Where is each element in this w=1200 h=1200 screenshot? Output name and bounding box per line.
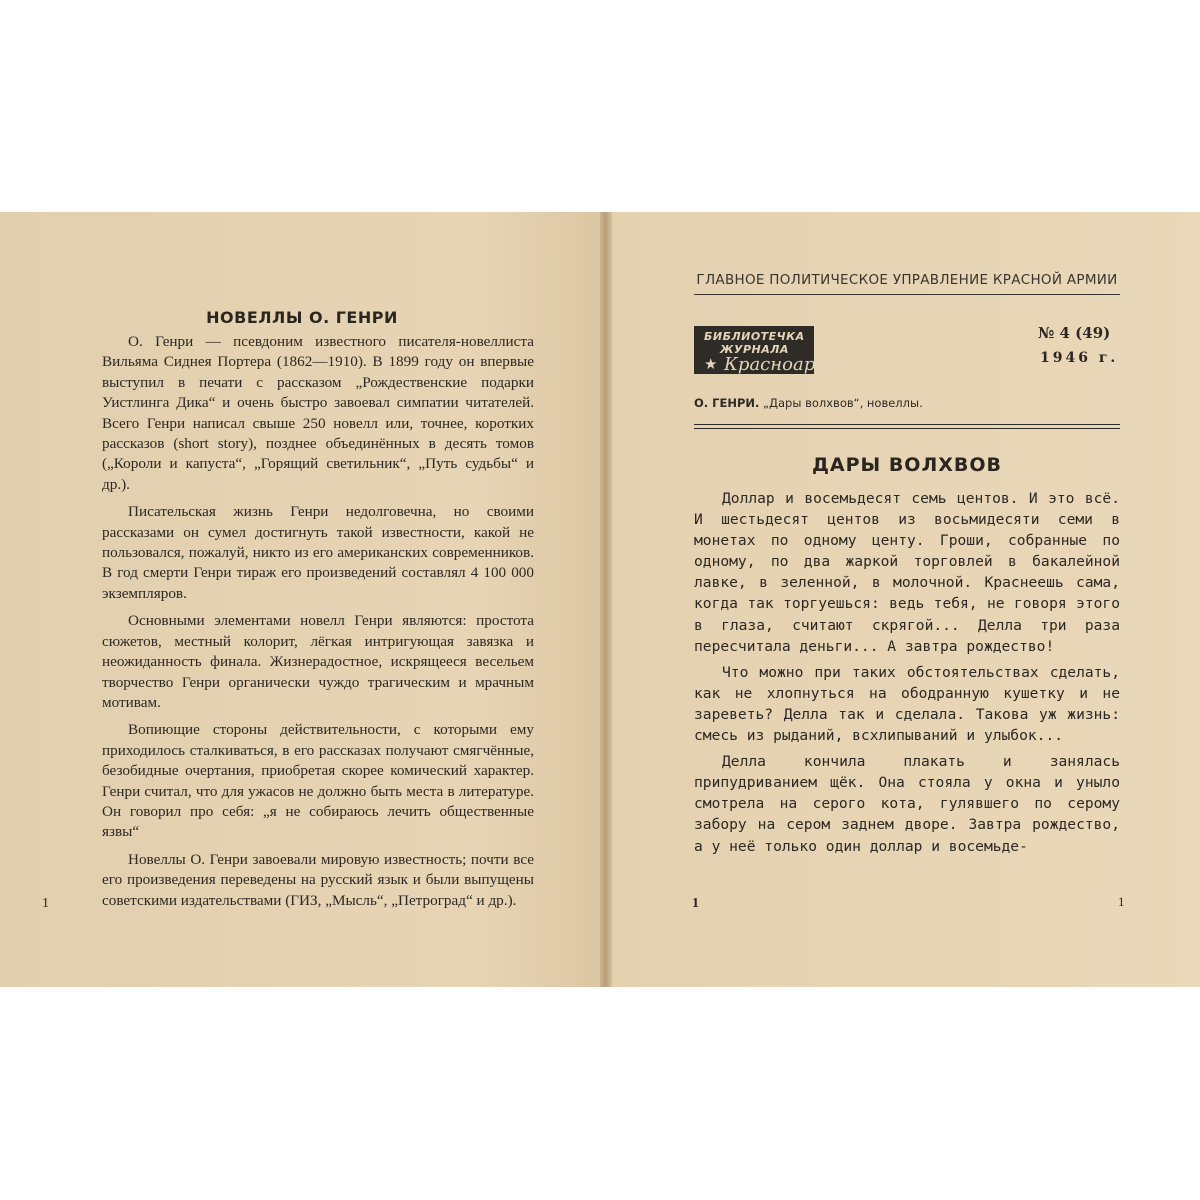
left-page-title: НОВЕЛЛЫ О. ГЕНРИ: [206, 308, 398, 327]
story-body: [694, 488, 1120, 862]
book-spread: [0, 212, 1200, 987]
left-paragraph-5: Новеллы О. Генри завоевали мировую известность; почти все его произведения переведены на русский язык и были выпущены советскими издательствами (ГИЗ, „Мысль“, „Петроград“ и др.).: [102, 850, 534, 909]
right-page-signature: 1: [692, 896, 699, 911]
citation-author: О. ГЕНРИ.: [694, 396, 760, 410]
header-divider: [694, 294, 1120, 295]
citation-divider-thick: [694, 424, 1120, 425]
left-paragraph-3: Основными элементами новелл Генри являются: простота сюжетов, местный колорит, лёгкая интригующая завязка и неожиданность финала. Жизнерадостное, искрящееся весельем творчество Генри органически чуждо трагическим и мрачным мотивам.: [102, 612, 534, 711]
story-paragraph-2: Что можно при таких обстоятельствах сделать, как не хлопнуться на ободранную кушетку и не зареветь? Делла так и сделала. Такова уж жизнь: смесь из рыданий, всхлипываний и улыбок...: [694, 663, 1120, 745]
left-page-body: [102, 332, 534, 918]
series-logo: [694, 326, 880, 376]
issue-year: 1946 г.: [1040, 350, 1119, 366]
publisher-header: ГЛАВНОЕ ПОЛИТИЧЕСКОЕ УПРАВЛЕНИЕ КРАСНОЙ АРМИИ: [696, 272, 1118, 288]
logo-script: Красноармеец: [724, 354, 865, 375]
logo-line2: ЖУРНАЛА: [720, 343, 789, 356]
star-icon: ★: [704, 355, 718, 373]
issue-number: № 4 (49): [1038, 324, 1111, 342]
right-page: [608, 212, 1200, 987]
citation-line: [694, 396, 923, 410]
left-paragraph-2: Писательская жизнь Генри недолговечна, но своими рассказами он сумел достигнуть такой известности, какой не пользовался, пожалуй, никто из его американских современников. В год смерти Генри тираж его произведений составлял 4 100 000 экземпляров.: [102, 503, 534, 602]
story-paragraph-3: Делла кончила плакать и занялась припудриванием щёк. Она стояла у окна и уныло смотрела на серого кота, гулявшего по серому забору на сером заднем дворе. Завтра рождество, а у неё только один доллар и восемьде-: [694, 753, 1120, 855]
left-page: [0, 212, 604, 987]
right-page-number: 1: [1118, 894, 1125, 909]
left-paragraph-1: О. Генри — псевдоним известного писателя-новеллиста Вильяма Сиднея Портера (1862—1910). В 1899 году он впервые выступил в печати с рассказом „Рождественские подарки Уистлинга Дика“ и очень быстро завоевал симпатии читателей. Всего Генри написал свыше 250 новелл или, точнее, коротких рассказов (short story), позднее объединённых в десять томов („Короли и капуста“, „Горящий светильник“, „Путь судьбы“ и др.).: [102, 333, 534, 493]
story-paragraph-1: Доллар и восемьдесят семь центов. И это всё. И шестьдесят центов из восьмидесяти семи в монетах по одному центу. Гроши, собранные по одному, по два жаркой торговлей в бакалейной лавке, в зеленной, в молочной. Краснеешь сама, когда так торгуешься: ведь тебя, не говоря этого в глаза, считают скрягой... Делла три раза пересчитала деньги... А завтра рождество!: [694, 490, 1120, 655]
story-title: ДАРЫ ВОЛХВОВ: [811, 454, 1003, 476]
citation-title: „Дары волхвов“, новеллы.: [763, 396, 923, 410]
citation-divider-thin: [694, 428, 1120, 429]
left-paragraph-4: Вопиющие стороны действительности, с которыми ему приходилось сталкиваться, в его рассказах получают смягчённые, безобидные очертания, приобретая скорее комический характер. Генри считал, что для ужасов не должно быть места в литературе. Он говорил про себя: „я не собираюсь лечить общественные язвы“: [102, 721, 534, 841]
left-page-number: 1: [42, 896, 49, 911]
logo-line1: БИБЛИОТЕЧКА: [704, 330, 805, 343]
